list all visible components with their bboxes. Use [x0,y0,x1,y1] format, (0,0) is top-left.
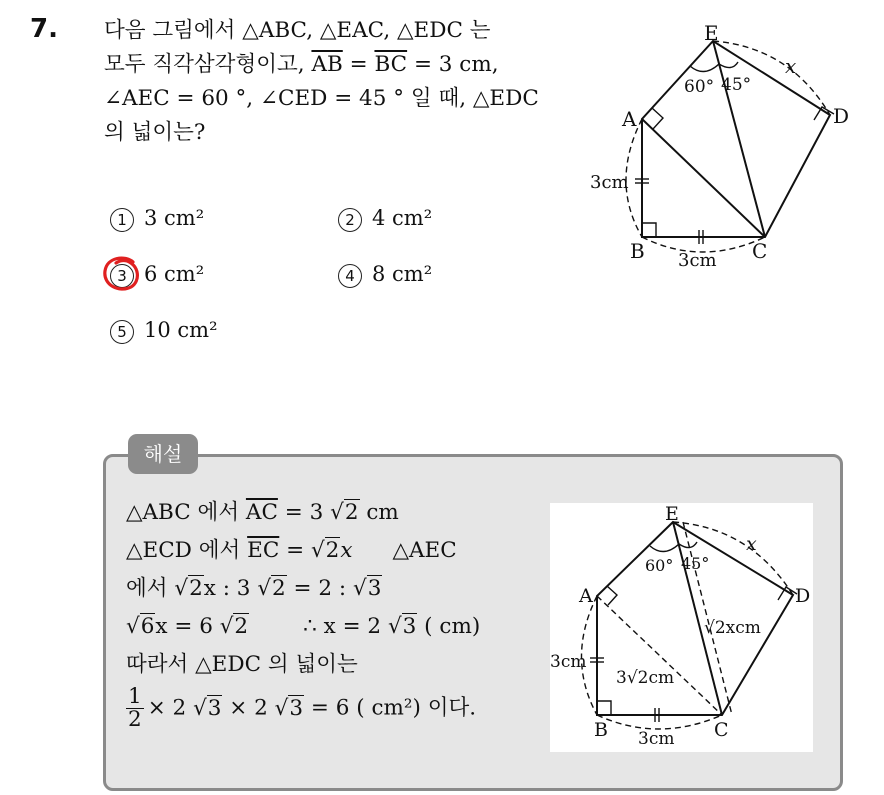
segment-ac-label: $\overline{AC}$ [245,500,278,525]
sqrt-6: √6 [126,614,155,639]
sol-label-e: E [665,503,679,525]
question-line-2-prefix: 모두 직각삼각형이고, [104,52,312,77]
angle-arc-45 [719,62,738,68]
right-angle-a [652,108,663,129]
label-a: A [622,107,637,131]
choice-marker-4: 4 [338,264,362,288]
question-text [104,14,574,150]
choice-marker-3: 3 [110,264,134,288]
segment-ac [642,119,765,237]
choice-text-4: 8 cm² [372,262,433,286]
choice-text-1: 3 cm² [144,206,205,230]
sol-label-b: B [594,719,608,741]
solution-figure [550,503,813,752]
sol-angle-arc-60 [650,544,679,552]
sqrt-3-d: √3 [274,695,304,721]
label-angle-60: 60° [684,77,715,97]
sol-label-a: A [579,585,593,607]
s2e: △AEC [392,538,457,563]
choice-1[interactable] [110,206,204,232]
sqrt-2-e: √2 [219,614,249,639]
sol-label-side-ab: 3cm [550,652,587,672]
choice-text-3: 6 cm² [144,262,205,286]
label-c: C [752,239,768,263]
sqrt-3-b: √3 [387,614,417,639]
question-line-1: 다음 그림에서 △ABC, △EAC, △EDC 는 [104,18,491,43]
s6c: × 2 [222,695,275,721]
sol-label-angle-60: 60° [645,556,674,575]
label-e: E [704,22,719,45]
s1a: △ABC 에서 [126,500,246,525]
choice-2[interactable] [338,206,432,232]
sol-label-c: C [714,719,729,741]
fraction-half: $\frac{1}{2}$ [128,684,142,732]
choice-marker-5: 5 [110,320,134,344]
label-b: B [630,239,645,263]
sol-label-ec: √2xcm [704,618,761,638]
sqrt-3-c: √3 [193,695,222,721]
question-line-2 [104,48,574,82]
sol-label-x: x [746,533,757,555]
solution-line-4 [126,608,480,646]
sol-label-d: D [795,585,811,607]
label-angle-45: 45° [721,75,752,95]
angle-arc-60 [690,64,719,72]
sol-label-angle-45: 45° [681,554,710,573]
segment-ab: $\overline{AB}$ [311,52,343,77]
solution-tag: 해설 [128,434,198,474]
question-number: 7. [30,14,58,44]
choice-5[interactable] [110,318,218,344]
choice-marker-1: 1 [110,208,134,232]
question-line-4: 의 넓이는? [104,120,206,145]
sqrt-2-b: √2 [310,538,340,563]
question-line-2-suffix: = 3 cm, [407,52,499,77]
sqrt-2-a: √2 [330,500,359,525]
solution-line-6 [126,686,480,731]
pentagon-outline [642,41,830,237]
s6a: × 2 [147,695,194,721]
s4f: ( cm) [417,614,481,639]
segment-ec-label: $\overline{EC}$ [247,538,280,563]
solution-text [126,494,480,731]
equals: = [342,52,375,77]
sqrt-2-c: √2 [174,576,203,601]
right-angle-b [642,223,656,237]
label-side-bc: 3cm [678,250,717,271]
solution-line-2 [126,532,480,570]
sol-right-angle-a [607,586,617,605]
choice-text-2: 4 cm² [372,206,433,230]
s1d: cm [359,500,399,525]
segment-ec [713,41,765,237]
solution-figure-box [550,503,813,752]
sol-label-ac: 3√2cm [616,668,675,688]
solution-line-3 [126,570,480,608]
question-figure [580,22,860,272]
s6e: = 6 ( cm²) 이다. [304,695,477,721]
s3a: 에서 [126,576,175,601]
sol-segment-ac-dashed [597,596,722,715]
s3e: = 2 : [286,576,353,601]
sqrt-2-d: √2 [257,576,286,601]
choice-4[interactable] [338,262,432,288]
choice-3[interactable] [110,262,204,288]
solution-line-5: 따라서 △EDC 의 넓이는 [126,652,358,677]
right-angle-d [814,107,834,120]
label-d: D [833,104,850,128]
solution-line-1 [126,494,480,532]
s2d: x [340,538,353,563]
label-x: x [785,54,797,78]
s2a: △ECD 에서 [126,538,248,563]
s4b: x = 6 [155,614,220,639]
sol-right-angle-b [597,701,611,715]
s1b: = 3 [277,500,331,525]
sqrt-3-a: √3 [353,576,382,601]
question-line-3: ∠AEC = 60 °, ∠CED = 45 ° 일 때, △EDC [104,86,539,111]
s2b: = [279,538,311,563]
s3c: x : 3 [203,576,258,601]
label-side-ab: 3cm [590,172,629,193]
s4d: ∴ x = 2 [303,614,388,639]
segment-bc: $\overline{BC}$ [374,52,408,77]
choice-text-5: 10 cm² [144,318,218,342]
sol-label-side-bc: 3cm [638,729,675,749]
choice-marker-2: 2 [338,208,362,232]
